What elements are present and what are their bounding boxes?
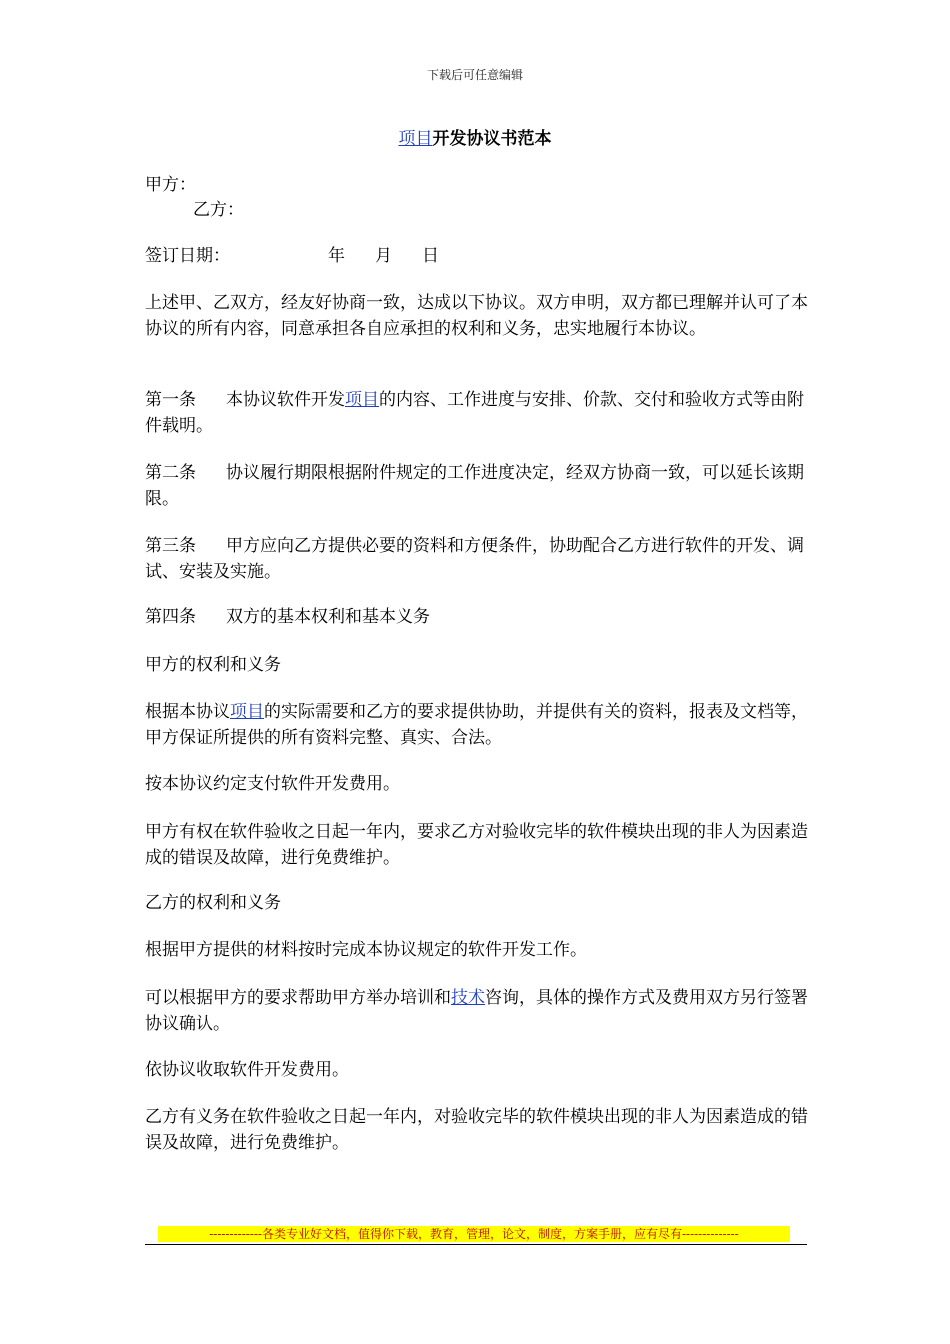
party-a: 甲方： xyxy=(145,175,196,195)
title-link[interactable]: 项目 xyxy=(398,129,433,149)
article-2: 第二条 协议履行期限根据附件规定的工作进度决定，经双方协商一致，可以延长该期限。 xyxy=(145,463,804,509)
party-b-item-1: 根据甲方提供的材料按时完成本协议规定的软件开发工作。 xyxy=(145,940,587,960)
article-4: 第四条 双方的基本权利和基本义务 xyxy=(145,607,430,627)
party-a-rights-title: 甲方的权利和义务 xyxy=(145,655,281,675)
footer-divider xyxy=(145,1244,807,1245)
party-b-item-4: 乙方有义务在软件验收之日起一年内，对验收完毕的软件模块出现的非人为因素造成的错误及故障，进行免费维护。 xyxy=(145,1107,808,1153)
party-a-item-3: 甲方有权在软件验收之日起一年内，要求乙方对验收完毕的软件模块出现的非人为因素造成的错误及故障，进行免费维护。 xyxy=(145,822,808,868)
intro-paragraph: 上述甲、乙双方，经友好协商一致，达成以下协议。双方申明，双方都已理解并认可了本协议的所有内容，同意承担各自应承担的权利和义务，忠实地履行本协议。 xyxy=(145,293,808,339)
article-1-link[interactable]: 项目 xyxy=(345,390,379,410)
party-b: 乙方： xyxy=(193,200,244,220)
party-a-item-1: 根据本协议项目的实际需要和乙方的要求提供协助，并提供有关的资料，报表及文档等，甲方保证所提供的所有资料完整、真实、合法。 xyxy=(145,702,808,748)
party-b-item-2-link[interactable]: 技术 xyxy=(451,988,485,1008)
party-b-rights-title: 乙方的权利和义务 xyxy=(145,893,281,913)
party-b-item-2: 可以根据甲方的要求帮助甲方举办培训和技术咨询，具体的操作方式及费用双方另行签署协议确认。 xyxy=(145,988,808,1034)
document-title xyxy=(0,124,950,149)
article-1: 第一条 本协议软件开发项目的内容、工作进度与安排、价款、交付和验收方式等由附件载明。 xyxy=(145,390,804,436)
party-a-item-1-link[interactable]: 项目 xyxy=(230,702,264,722)
title-text: 开发协议书范本 xyxy=(432,129,552,149)
party-b-item-3: 依协议收取软件开发费用。 xyxy=(145,1060,349,1080)
sign-date: 签订日期： 年 月 日 xyxy=(145,246,439,266)
party-a-item-2: 按本协议约定支付软件开发费用。 xyxy=(145,774,400,794)
page-footer-banner: -------------各类专业好文档，值得你下载，教育，管理，论文，制度，方案手册，应有尽有-------------- xyxy=(158,1226,790,1242)
article-3: 第三条 甲方应向乙方提供必要的资料和方便条件，协助配合乙方进行软件的开发、调试、安装及实施。 xyxy=(145,536,804,582)
page-header: 下载后可任意编辑 xyxy=(426,68,523,82)
